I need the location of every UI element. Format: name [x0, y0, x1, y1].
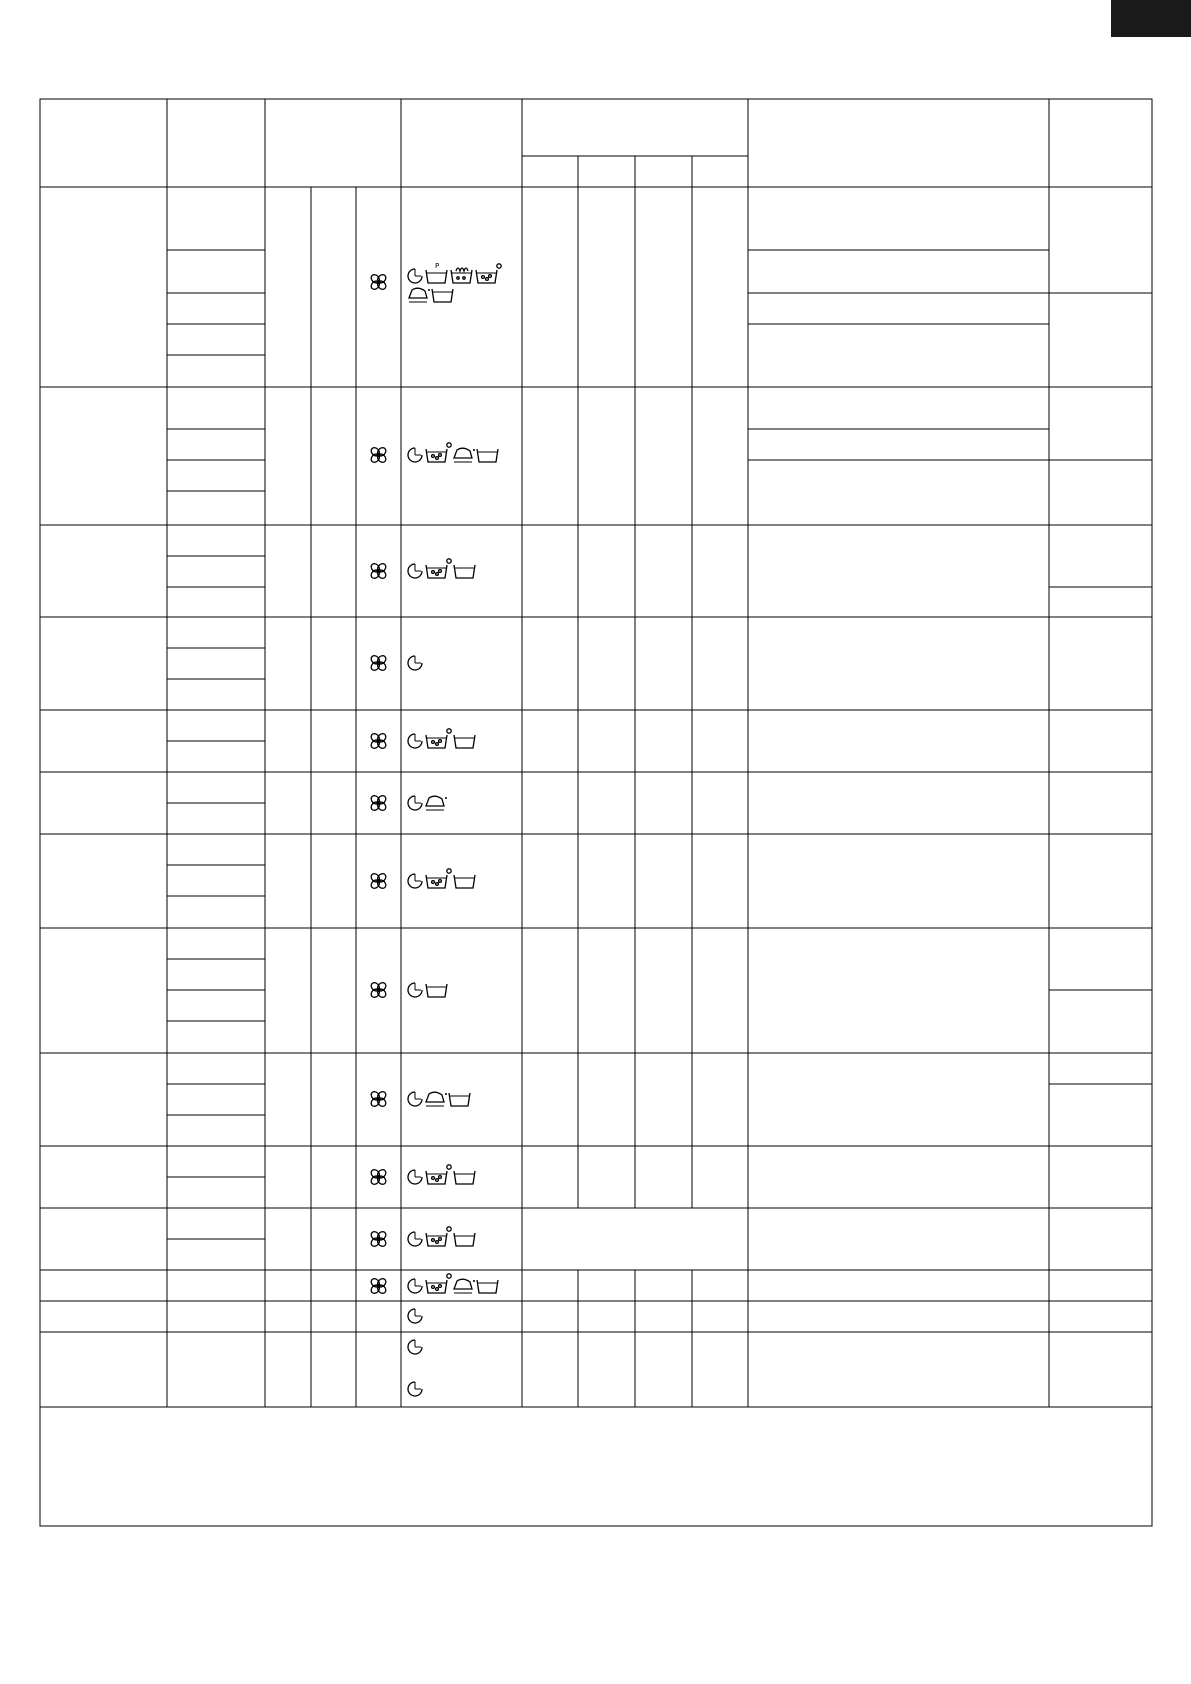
fan-icon — [370, 981, 388, 999]
timer-icon — [408, 448, 422, 462]
timer-icon — [408, 1279, 422, 1293]
extra-rinse-tub-icon — [454, 1233, 475, 1246]
stain-tub-icon — [426, 1274, 451, 1293]
timer-icon — [408, 1309, 422, 1323]
extra-rinse-tub-icon — [454, 1171, 475, 1184]
prewash-tub-icon — [426, 262, 447, 283]
easy-iron-icon — [454, 1279, 475, 1293]
easy-iron-icon — [426, 796, 447, 810]
fan-icon — [370, 1277, 388, 1295]
easy-iron-icon — [454, 448, 475, 462]
fan-icon — [370, 794, 388, 812]
fan-icon — [370, 654, 388, 672]
extra-rinse-tub-icon — [454, 565, 475, 578]
timer-icon — [408, 983, 422, 997]
soak-tub-icon — [451, 268, 472, 283]
extra-rinse-tub-icon — [454, 875, 475, 888]
fan-icon — [370, 273, 388, 291]
timer-icon — [408, 1170, 422, 1184]
stain-tub-icon — [426, 729, 451, 748]
timer-icon — [408, 564, 422, 578]
stain-tub-icon — [426, 443, 451, 462]
easy-iron-icon — [409, 288, 430, 302]
easy-iron-icon — [426, 1092, 447, 1106]
fan-icon — [370, 1230, 388, 1248]
timer-icon — [408, 796, 422, 810]
stain-tub-icon — [476, 264, 501, 283]
extra-rinse-tub-icon — [477, 449, 498, 462]
extra-rinse-tub-icon — [426, 984, 447, 997]
timer-icon — [408, 874, 422, 888]
timer-icon — [408, 1232, 422, 1246]
timer-icon — [408, 1340, 422, 1354]
stain-tub-icon — [426, 559, 451, 578]
timer-icon — [408, 1092, 422, 1106]
fan-icon — [370, 562, 388, 580]
svg-text:P: P — [435, 262, 440, 270]
fan-icon — [370, 872, 388, 890]
extra-rinse-tub-icon — [477, 1280, 498, 1293]
stain-tub-icon — [426, 1165, 451, 1184]
extra-rinse-tub-icon — [449, 1093, 470, 1106]
extra-rinse-tub-icon — [432, 289, 453, 302]
fan-icon — [370, 732, 388, 750]
fan-icon — [370, 1168, 388, 1186]
stain-tub-icon — [426, 869, 451, 888]
timer-icon — [408, 269, 422, 283]
fan-icon — [370, 1090, 388, 1108]
timer-icon — [408, 656, 422, 670]
timer-icon — [408, 734, 422, 748]
fan-icon — [370, 446, 388, 464]
timer-icon — [408, 1382, 422, 1396]
extra-rinse-tub-icon — [454, 735, 475, 748]
stain-tub-icon — [426, 1227, 451, 1246]
